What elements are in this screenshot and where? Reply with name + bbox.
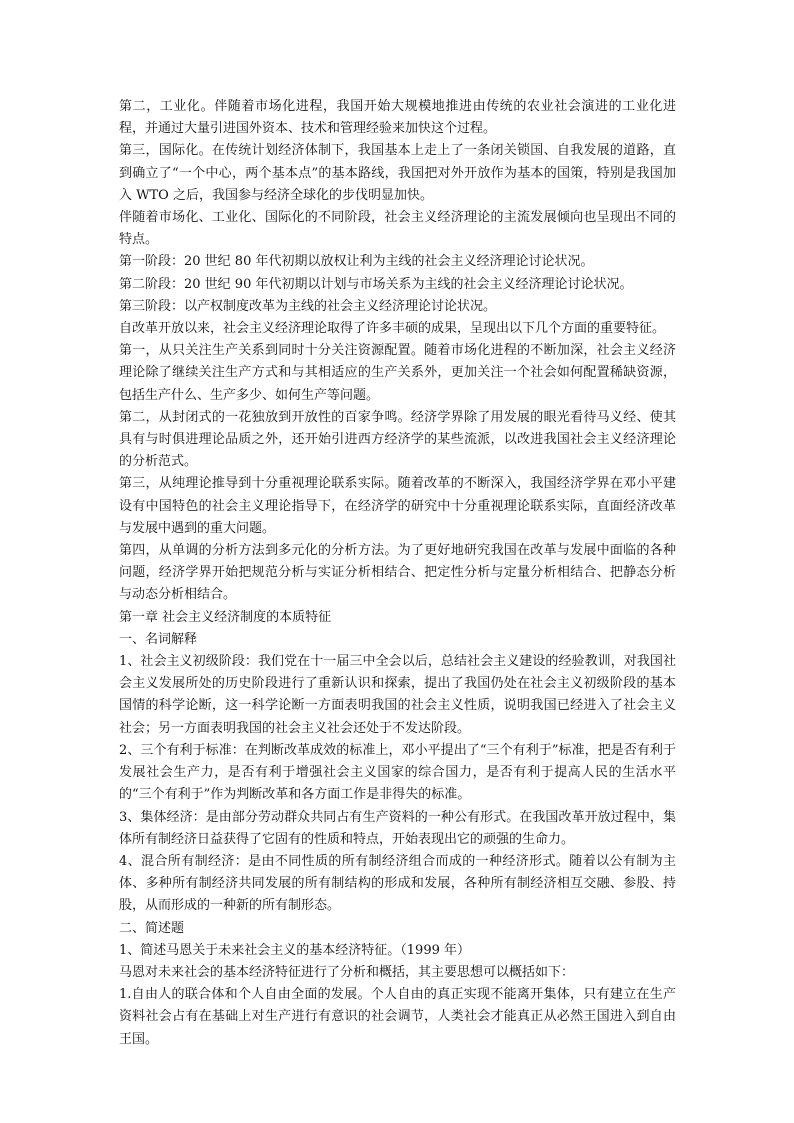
document-body (119, 96, 676, 1051)
term-primary-stage: 1、社会主义初级阶段：我们党在十一届三中全会以后，总结社会主义建设的经验教训，对我国社会主义发展所处的历史阶段进行了重新认识和探索，提出了我国仍处在社会主义初级阶段的基本国情的科学论断，这一科学论断一方面表明我国的社会主义性质，说明我国已经进入了社会主义社会；另一方面表明我国的社会主义社会还处于不发达阶段。 (119, 654, 676, 736)
paragraph-feature-three: 第三，从纯理论推导到十分重视理论联系实际。随着改革的不断深入，我国经济学界在邓小平建设有中国特色的社会主义理论指导下，在经济学的研究中十分重视理论联系实际，直面经济改革与发展中遇到的重大问题。 (119, 476, 676, 536)
paragraph-achievements-intro: 自改革开放以来，社会主义经济理论取得了许多丰硕的成果，呈现出以下几个方面的重要特征。 (119, 321, 666, 337)
question-one: 1、简述马恩关于未来社会主义的基本经济特征。（1999 年） (119, 942, 470, 958)
section-heading-terms: 一、名词解释 (119, 631, 198, 647)
paragraph-internationalization: 第三，国际化。在传统计划经济体制下，我国基本上走上了一条闭关锁国、自我发展的道路，直到确立了“一个中心，两个基本点”的基本路线，我国把对外开放作为基本的国策，特别是我国加入 WTO 之后，我国参与经济全球化的步伐明显加快。 (119, 143, 676, 203)
term-collective-economy: 3、集体经济：是由部分劳动群众共同占有生产资料的一种公有形式。在我国改革开放过程中，集体所有制经济日益获得了它固有的性质和特点，开始表现出它的顽强的生命力。 (119, 809, 676, 847)
answer-point-one: 1.自由人的联合体和个人自由全面的发展。个人自由的真正实现不能离开集体，只有建立在生产资料社会占有在基础上对生产进行有意识的社会调节，人类社会才能真正从必然王国进入到自由王国。 (119, 987, 676, 1047)
paragraph-stage-one: 第一阶段：20 世纪 80 年代初期以放权让利为主线的社会主义经济理论讨论状况。 (119, 254, 594, 270)
paragraph-feature-one: 第一，从只关注生产关系到同时十分关注资源配置。随着市场化进程的不断加深，社会主义经济理论除了继续关注生产方式和与其相适应的生产关系外，更加关注一个社会如何配置稀缺资源，包括生产什么、生产多少、如何生产等问题。 (119, 343, 676, 403)
chapter-heading: 第一章 社会主义经济制度的本质特征 (119, 609, 332, 625)
answer-intro: 马恩对未来社会的基本经济特征进行了分析和概括，其主要思想可以概括如下： (119, 964, 575, 980)
section-heading-short-answer: 二、简述题 (119, 920, 185, 936)
paragraph-stages-intro: 伴随着市场化、工业化、国际化的不同阶段，社会主义经济理论的主流发展倾向也呈现出不同的特点。 (119, 210, 676, 248)
paragraph-stage-three: 第三阶段：以产权制度改革为主线的社会主义经济理论讨论状况。 (119, 298, 497, 314)
paragraph-feature-two: 第二，从封闭式的一花独放到开放性的百家争鸣。经济学界除了用发展的眼光看待马义经、使其具有与时俱进理论品质之外，还开始引进西方经济学的某些流派，以改进我国社会主义经济理论的分析范式。 (119, 409, 676, 470)
paragraph-feature-four: 第四，从单调的分析方法到多元化的分析方法。为了更好地研究我国在改革与发展中面临的各种问题，经济学界开始把规范分析与实证分析相结合、把定性分析与定量分析相结合、把静态分析与动态分析相结合。 (119, 543, 676, 603)
term-three-benefits: 2、三个有利于标准：在判断改革成效的标准上，邓小平提出了“三个有利于”标准，把是否有利于发展社会生产力，是否有利于增强社会主义国家的综合国力，是否有利于提高人民的生活水平的“三个有利于”作为判断改革和各方面工作是非得失的标准。 (119, 742, 676, 803)
term-mixed-ownership: 4、混合所有制经济：是由不同性质的所有制经济组合而成的一种经济形式。随着以公有制为主体、多种所有制经济共同发展的所有制结构的形成和发展，各种所有制经济相互交融、参股、持股，从而形成的一种新的所有制形态。 (119, 853, 676, 914)
paragraph-industrialization: 第二，工业化。伴随着市场化进程，我国开始大规模地推进由传统的农业社会演进的工业化进程，并通过大量引进国外资本、技术和管理经验来加快这个过程。 (119, 99, 676, 137)
paragraph-stage-two: 第二阶段：20 世纪 90 年代初期以计划与市场关系为主线的社会主义经济理论讨论状况。 (119, 276, 633, 292)
